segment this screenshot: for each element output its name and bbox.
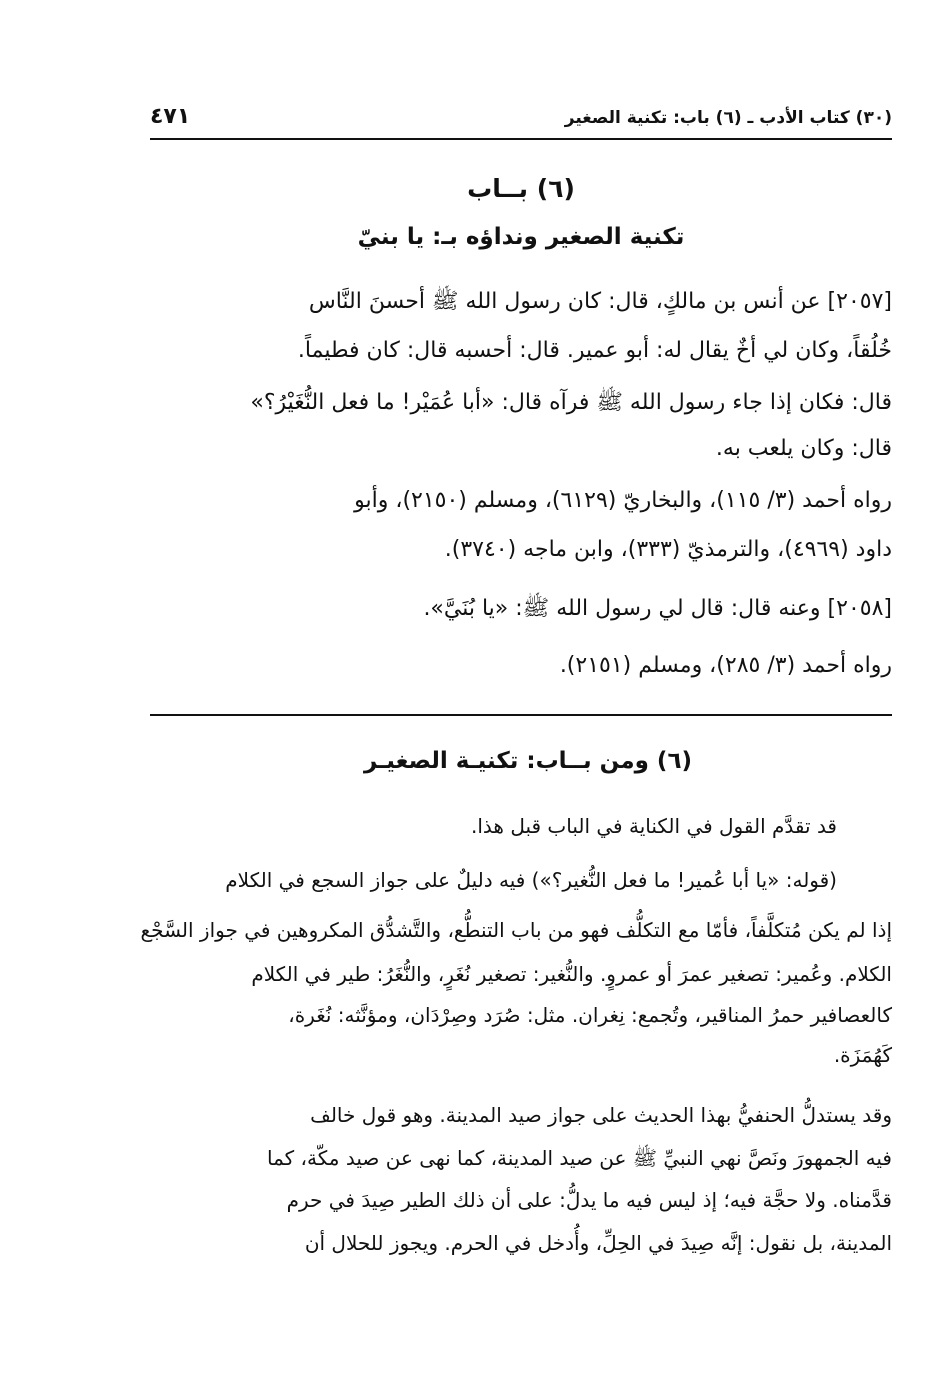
commentary-intro: قد تقدَّم القول في الكناية في الباب قبل هذا. bbox=[471, 814, 837, 838]
hadith-line: قال: وكان يلعب به. bbox=[715, 436, 892, 461]
commentary-line: وقد يستدلُّ الحنفيُّ بهذا الحديث على جواز صيد المدينة. وهو قول خالف bbox=[310, 1103, 892, 1127]
takhrij-line: رواه أحمد (٣/ ٢٨٥)، ومسلم (٢١٥١). bbox=[559, 653, 892, 678]
commentary-line: قدَّمناه. ولا حجَّة فيه؛ إذ ليس فيه ما يدلُّ: على أن ذلك الطير صِيدَ في حرم bbox=[286, 1188, 892, 1212]
commentary-heading: (٦) ومن بــاب: تكنيـة الصغيـر bbox=[364, 748, 692, 774]
takhrij-line: داود (٤٩٦٩)، والترمذيّ (٣٣٣)، وابن ماجه (٣٧٤٠). bbox=[444, 537, 892, 562]
commentary-line: فيه الجمهورَ ونَصَّ نهي النبيِّ ﷺ عن صيد المدينة، كما نهى عن صيد مكّة، كما bbox=[267, 1146, 892, 1170]
commentary-line: كالعصافير حمرُ المناقير، وتُجمع: نِغران. مثل: صُرَد وصِرْدَان، ومؤنَّثه: نُغَرة، bbox=[288, 1003, 892, 1027]
commentary-line: إذا لم يكن مُتكلَّفاً، فأمّا مع التكلُّف فهو من باب التنطُّع، والتَّشدُّق المكروهين في جواز السَّجْع bbox=[140, 918, 892, 942]
running-title: (٣٠) كتاب الأدب ـ (٦) باب: تكنية الصغير bbox=[564, 108, 892, 128]
hadith-line: قال: فكان إذا جاء رسول الله ﷺ فرآه قال: «أبا عُمَيْر! ما فعل النُّغَيْرُ؟» bbox=[250, 390, 892, 415]
header-rule bbox=[150, 138, 892, 140]
takhrij-line: رواه أحمد (٣/ ١١٥)، والبخاريّ (٦١٢٩)، ومسلم (٢١٥٠)، وأبو bbox=[354, 488, 892, 513]
hadith-line: خُلُقاً، وكان لي أخٌ يقال له: أبو عمير. قال: أحسبه قال: كان فطيماً. bbox=[297, 338, 892, 363]
commentary-line: الكلام. وعُمير: تصغير عمرَ أو عمروٍ. والنُّغير: تصغير نُغَرٍ، والنُّغَرُ: طير في الكلام bbox=[251, 962, 892, 986]
commentary-line: المدينة، بل نقول: إنَّه صِيدَ في الحِلِّ، وأُدخل في الحرم. ويجوز للحلال أن bbox=[304, 1231, 892, 1255]
section-divider bbox=[150, 714, 892, 716]
chapter-number: (٦) بــاب bbox=[467, 174, 575, 203]
commentary-line: كَهُمَزَة. bbox=[833, 1043, 892, 1067]
commentary-line: (قوله: «يا أبا عُمير! ما فعل النُّغير؟») فيه دليلٌ على جواز السجع في الكلام bbox=[225, 868, 837, 892]
page-number: ٤٧١ bbox=[150, 104, 191, 129]
page-header bbox=[150, 104, 892, 136]
hadith-line: [٢٠٥٨] وعنه قال: قال لي رسول الله ﷺ: «يا بُنَيَّ». bbox=[423, 596, 892, 621]
hadith-line: [٢٠٥٧] عن أنس بن مالكٍ، قال: كان رسول الله ﷺ أحسنَ النَّاس bbox=[308, 289, 892, 314]
chapter-title: تكنية الصغير ونداؤه بـ: يا بنيّ bbox=[357, 224, 685, 250]
